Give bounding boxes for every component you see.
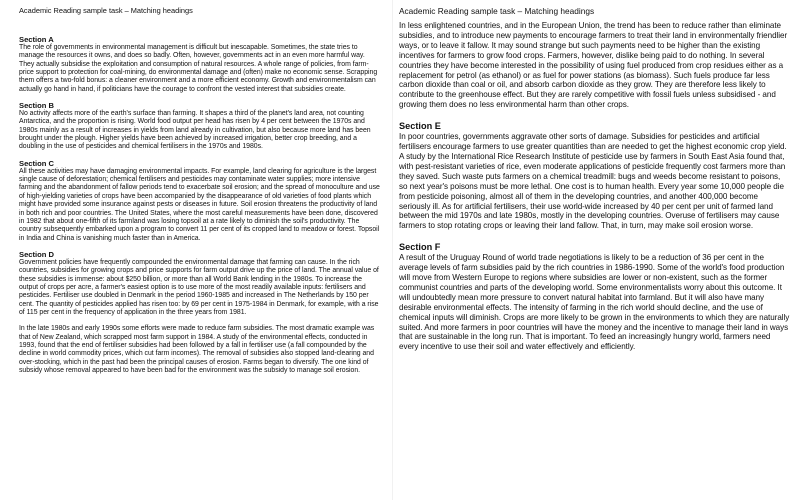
left-page xyxy=(0,0,392,500)
section-f xyxy=(399,242,790,352)
page-header: Academic Reading sample task – Matching headings xyxy=(399,6,595,16)
right-page xyxy=(392,0,800,500)
paragraph-gap xyxy=(19,317,380,325)
paragraph: All these activities may have damaging environmental impacts. For example, land clearing for agriculture is the largest single cause of deforestation; chemical fertilisers and pesticides may contaminate water supplies; more intensive farming and the abandonment of fallow periods tend to exacerbate soil erosion; and the spread of monoculture and use of high-yielding varieties of crops have been accompanied by the disappearance of old varieties of food plants which might have provided some insurance against pests or diseases in future. Soil erosion threatens the productivity of land in both rich and poor countries. The United States, where the most careful measurements have been done, discovered in 1982 that about one-fifth of its farmland was losing topsoil at a rate likely to diminish the soil's productivity. The country subsequently embarked upon a program to convert 11 per cent of its cropped land to meadow or forest. Topsoil in India and China is vanishing much faster than in America. xyxy=(19,167,380,242)
paragraph: The role of governments in environmental management is difficult but inescapable. Sometimes, the state tries to manage the resources it owns, and does so badly. Often, however, governments act in an even more harmful way. They actually subsidise the exploitation and consumption of natural resources. A whole range of policies, from farm-price support to protection for coal-mining, do environmental damage and (often) make no economic sense. Scrapping them offers a two-fold bonus: a cleaner environment and a more efficient economy. Growth and environmentalism can actually go hand in hand, if politicians have the courage to confront the vested interest that subsidies create. xyxy=(19,44,378,93)
section-d xyxy=(19,250,380,375)
paragraph: In poor countries, governments aggravate other sorts of damage. Subsidies for pesticides and artificial fertilisers encourage farmers to use greater quantities than are needed to get the highest economic crop yield. A study by the International Rice Research Institute of pesticide use by farmers in South East Asia found that, with pest-resistant varieties of rice, even moderate applications of pesticide frequently cost farmers more than they saved. Such waste puts farmers on a chemical treadmill: bugs and weeds become resistant to poisons, so next year's poisons must be more lethal. One cost is to human health. Every year some 10,000 people die from pesticide poisoning, almost all of them in the developing countries, and another 400,000 become seriously ill. As for artificial fertilisers, their use world-wide increased by 40 per cent per unit of farmed land between the mid 1970s and late 1980s, mostly in the developing countries. Overuse of fertilisers may cause farmers to stop rotating crops or leaving their land fallow. That, in turn, may make soil erosion worse. xyxy=(399,132,787,231)
section-title: Section C xyxy=(19,158,55,168)
continued-paragraph: In less enlightened countries, and in the European Union, the trend has been to reduce rather than eliminate subsidies, and to introduce new payments to encourage farmers to treat their land in environmentally friendlier ways, or to leave it fallow. It may sound strange but such payments need to be higher than the existing incentives for farmers to grow food crops. Farmers, however, dislike being paid to do nothing. In several countries they have become interested in the possibility of using fuel produced from crop residues either as a replacement for petrol (as ethanol) or as fuel for power stations (as biomass). Such fuels produce far less carbon dioxide than coal or oil, and absorb carbon dioxide as they grow. They are therefore less likely to contribute to the greenhouse effect. But they are rarely competitive with fossil fuels unless subsidised - and growing them does no less environmental harm than other crops. xyxy=(399,21,788,110)
paragraph: A result of the Uruguay Round of world trade negotiations is likely to be a reduction of 36 per cent in the average levels of farm subsidies paid by the rich countries in 1986-1990. Some of the world's food production will move from Western Europe to regions where subsidies are lower or non-existent, such as the former communist countries and parts of the developing world. Some environmentalists worry about this outcome. It will undoubtedly mean more pressure to convert natural habitat into farmland. But it will also have many desirable environmental effects. The intensity of farming in the rich world should decline, and the use of chemical inputs will diminish. Crops are more likely to be grown in the environments to which they are naturally suited. And more farmers in poor countries will have the money and the incentive to manage their land in ways that are sustainable in the long run. That is important. To feed an increasingly hungry world, farmers need every incentive to use their soil and water effectively and efficiently. xyxy=(399,253,790,352)
paragraph: Government policies have frequently compounded the environmental damage that farming can cause. In the rich countries, subsidies for growing crops and price supports for farm output drive up the price of land. The annual value of these subsidies is immense: about $250 billion, or more than all World Bank lending in the 1980s. To increase the output of crops per acre, a farmer's easiest option is to use more of the most readily available inputs: fertilisers and pesticides. Fertiliser use doubled in Denmark in the period 1960-1985 and increased in The Netherlands by 150 per cent. The quantity of pesticides applied has risen too: by 69 per cent in 1975-1984 in Denmark, for example, with a rise of 115 per cent in the frequency of application in the three years from 1981. xyxy=(19,258,379,316)
section-title: Section F xyxy=(399,242,441,253)
section-b xyxy=(19,101,380,152)
section-title: Section D xyxy=(19,249,55,259)
paragraph: No activity affects more of the earth's surface than farming. It shapes a third of the planet's land area, not counting Antarctica, and the proportion is rising. World food output per head has risen by 4 per cent between the 1970s and 1980s mainly as a result of increases in yields from land already in cultivation, but also because more land has been brought under the plough. Higher yields have been achieved by increased irrigation, better crop breeding, and a doubling in the use of pesticides and chemical fertilisers in the 1970s and 1980s. xyxy=(19,110,371,151)
section-a xyxy=(19,35,380,94)
section-title: Section A xyxy=(19,35,54,44)
section-e xyxy=(399,121,790,231)
section-c xyxy=(19,159,380,243)
section-title: Section B xyxy=(19,101,55,111)
page-header: Academic Reading sample task – Matching headings xyxy=(19,6,193,15)
paragraph: In the late 1980s and early 1990s some efforts were made to reduce farm subsidies. The most dramatic example was that of New Zealand, which scrapped most farm support in 1984. A study of the environmental effects, conducted in 1993, found that the end of fertiliser subsidies had been followed by a fall in fertiliser use (a fall compounded by the decline in world commodity prices, which cut farm incomes). The removal of subsidies also stopped land-clearing and over-stocking, which in the past had been the principal causes of erosion. Farms began to diversify. The one kind of subsidy whose removal appeared to have been bad for the environment was the subsidy to manage soil erosion. xyxy=(19,325,375,374)
section-title: Section E xyxy=(399,121,441,132)
